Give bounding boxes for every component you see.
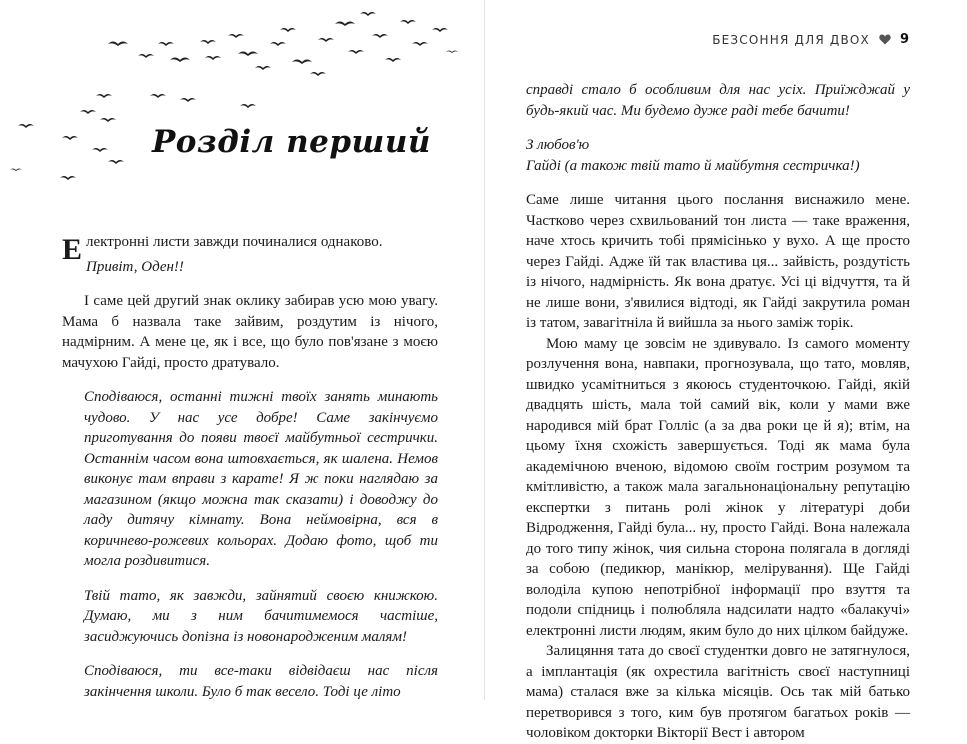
paragraph: І саме цей другий знак оклику забирав усю мою увагу. Мама б назвала таке зайвим, роздутим із нічого, надмірним. А мене це, як і все, що було пов'язане з моєю мачухою Гайді, просто дратувало.: [62, 293, 438, 371]
letter-continuation: справді стало б особливим для нас усіх. Приїжджай у будь-який час. Ми будемо дуже раді тебе бачити!: [526, 82, 910, 119]
letter-paragraph: Твій тато, як завжди, зайнятий своєю книжкою. Думаю, ми з ним бачитимемося частіше, засиджуючись допізна із новонародженим малям!: [84, 587, 438, 645]
opening-sentence: лектронні листи завжди починалися однаково.: [86, 234, 383, 250]
heart-icon: [879, 34, 891, 45]
paragraph: Залицяння тата до своєї студентки довго не затягнулося, а імплантація (як охрестила вагітність своєї наступниці мама) сталася вже за кілька місяців. Ось так мій батько перетворився з того, ким був протягом багатьох років — чоловіком докторки Вікторії Вест і автором: [526, 643, 910, 741]
page-number: 9: [899, 32, 909, 47]
birds-illustration: [0, 0, 470, 190]
chapter-title: Розділ перший: [152, 124, 431, 160]
paragraph: Саме лише читання цього послання виснажило мене. Частково через схвильований тон листа — таке враження, наче хтось кричить тобі прямісінько у вухо. А ще просто через Гайді. Адже їй так властива ця... зайвість, роздутість із нічого, надмірність. Як вона дратує. Усі ці відчуття, та й не лише вони, з'явилися відтоді, як Гайді закрутила роман із татом, завагітніла й вийшла за нього заміж торік.: [526, 192, 910, 331]
drop-cap: Е: [62, 233, 83, 266]
opening-paragraph: [62, 232, 438, 266]
right-page: [485, 0, 967, 741]
letter-paragraph: Сподіваюся, останні тижні твоїх занять минають чудово. У нас усе добре! Саме закінчуємо приготування до появи твоєї майбутньої сестрички. Останнім часом вона штовхається, як шалена. Немов виконує там вправи з карате! Я ж поки наглядаю за магазином (якщо можна так сказати) і доводжу до ладу дитячу кімнату. Вона неймовірна, вся в коричнево-рожевих кольорах. Додаю фото, щоб ти могла роздивитися.: [84, 389, 438, 569]
paragraph: Мою маму це зовсім не здивувало. Із самого моменту розлучення вона, навпаки, прогнозувала, що тато, мовляв, швидко усамітниться з якоюсь студенточкою. Гайді, якій двадцять шість, мала той самий вік, коли у мами вже народився мій брат Голліс (а за два роки це й я); втім, на цьому їхня схожість завершується. Тоді як мама була академічною вченою, відомою своїм гострим розумом та кмітливістю, а також мала загальнонаціональну репутацію експертки з питань ролі жінок у літературі доби Відродження, Гайді була... ну, просто Гайді. Вона належала до того типу жінок, чия сильна сторона полягала в догляді за собою (педикюр, манікюр, мелірування). Ще Гайді володіла купою непотрібної інформації про взуття та подоли спідниць і полюбляла надсилати надто «балакучі» електронні листи людям, яким було до них цілком байдуже.: [526, 335, 910, 639]
letter-greeting: Привіт, Оден!!: [86, 258, 184, 275]
letter-signature: Гайді (а також твій тато й майбутня сестричка!): [526, 157, 860, 174]
running-head: [712, 32, 909, 47]
book-title-header: БЕЗСОННЯ ДЛЯ ДВОХ: [712, 32, 870, 47]
letter-signoff: З любов'ю: [526, 137, 590, 153]
letter-paragraph: Сподіваюся, ти все-таки відвідаєш нас після закінчення школи. Було б так весело. Тоді це літо: [84, 663, 438, 700]
right-page-text: [526, 80, 910, 744]
left-page: [0, 0, 485, 700]
left-page-text: [62, 232, 438, 702]
